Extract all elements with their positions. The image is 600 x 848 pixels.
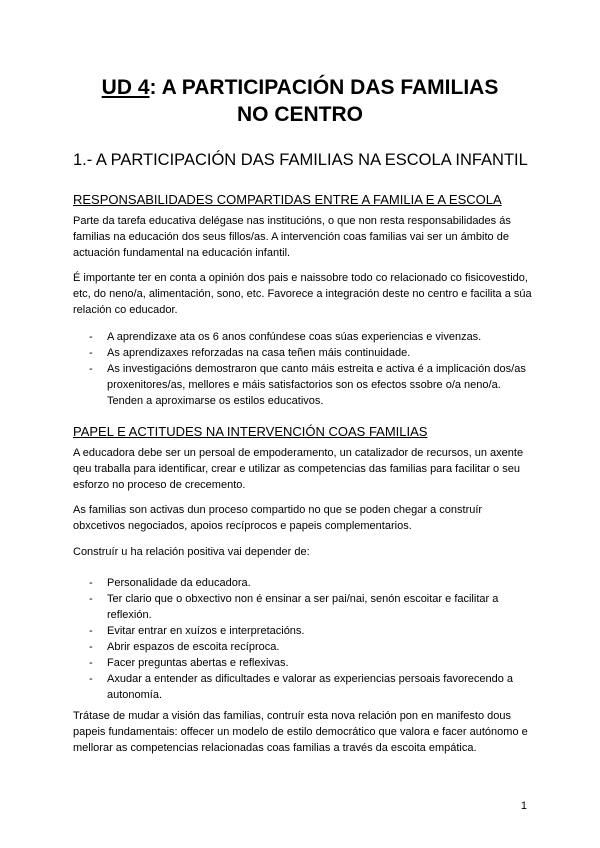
list-item [73,591,533,623]
section1-bullet-list [73,329,533,409]
document-title [40,74,560,128]
section1-paragraph-1: Parte da tarefa educativa delégase nas institucións, o que non resta responsabilidades ás familias na educación dos seus fillos/as. A intervención coas familias vai ser un ámbito de actuación fundamental na educación infantil. [73,215,511,259]
list-item [73,575,533,591]
list-item-text: Evitar entrar en xuízos e interpretacións. [107,625,305,637]
section2-paragraph-3: Construír u ha relación positiva vai depender de: [73,546,310,558]
bullet-dash: - [89,657,93,669]
section2-paragraph-2: As familias son activas dun proceso compartido no que se poden chegar a construír obxcetivos negociados, apoios recíprocos e papeis complementarios. [73,504,483,532]
list-item-text: Facer preguntas abertas e reflexivas. [107,657,289,669]
list-item [73,639,533,655]
section2-heading: PAPEL E ACTITUDES NA INTERVENCIÓN COAS FAMILIAS [73,424,428,439]
list-item-text: Personalidade da educadora. [107,577,251,589]
title-line1-rest: : A PARTICIPACIÓN DAS FAMILIAS [149,76,499,99]
bullet-dash: - [89,625,93,637]
list-item [73,361,533,409]
list-item-text: A aprendizaxe ata os 6 anos confúndese coas súas experiencias e vivenzas. [107,331,482,343]
main-heading: 1.- A PARTICIPACIÓN DAS FAMILIAS NA ESCOLA INFANTIL [73,151,528,169]
bullet-dash: - [89,641,93,653]
section2-paragraph-4: Trátase de mudar a visión das familias, contruír esta nova relación pon en manifesto dous papeis fundamentais: offecer un modelo de estilo democrático que valora e facer autónomo e mellorar as competencias relacionadas coas familias a través da escoita empática. [73,710,528,754]
list-item-text: Ter clario que o obxectivo non é ensinar a ser pai/nai, senón escoitar e facilitar a reflexión. [107,593,499,621]
section1-paragraph-2: É importante ter en conta a opinión dos pais e naissobre todo co relacionado co fisicovestido, etc, do neno/a, alimentación, sono, etc. Favorece a integración deste no centro e facilita a súa relación co educador. [73,272,532,316]
bullet-dash: - [89,363,93,375]
list-item [73,671,533,703]
bullet-dash: - [89,331,93,343]
title-unit-prefix: UD 4 [101,76,150,99]
list-item-text: As investigacións demostraron que canto máis estreita e activa é a implicación dos/as proxenitores/as, mellores e máis satisfactorios son os efectos ssobre o/a neno/a. Tenden a aproximarse os estilos educativos. [107,363,526,407]
list-item [73,329,533,345]
list-item [73,655,533,671]
title-line2: NO CENTRO [237,103,363,126]
list-item-text: Abrir espazos de escoita recíproca. [107,641,280,653]
page-number: 1 [520,800,527,812]
section2-paragraph-1: A educadora debe ser un persoal de empoderamento, un catalizador de recursos, un axente qeu traballa para identificar, crear e utilizar as competencias das familias para facilitar o seu esforzo no proceso de crecemento. [73,447,524,491]
bullet-dash: - [89,347,93,359]
bullet-dash: - [89,593,93,605]
section2-bullet-list [73,575,533,703]
bullet-dash: - [89,577,93,589]
bullet-dash: - [89,673,93,685]
section1-heading: RESPONSABILIDADES COMPARTIDAS ENTRE A FAMILIA E A ESCOLA [73,192,502,207]
list-item [73,345,533,361]
list-item-text: As aprendizaxes reforzadas na casa teñen máis continuidade. [107,347,411,359]
list-item-text: Axudar a entender as dificultades e valorar as experiencias persoais favorecendo a autonomía. [107,673,514,701]
list-item [73,623,533,639]
